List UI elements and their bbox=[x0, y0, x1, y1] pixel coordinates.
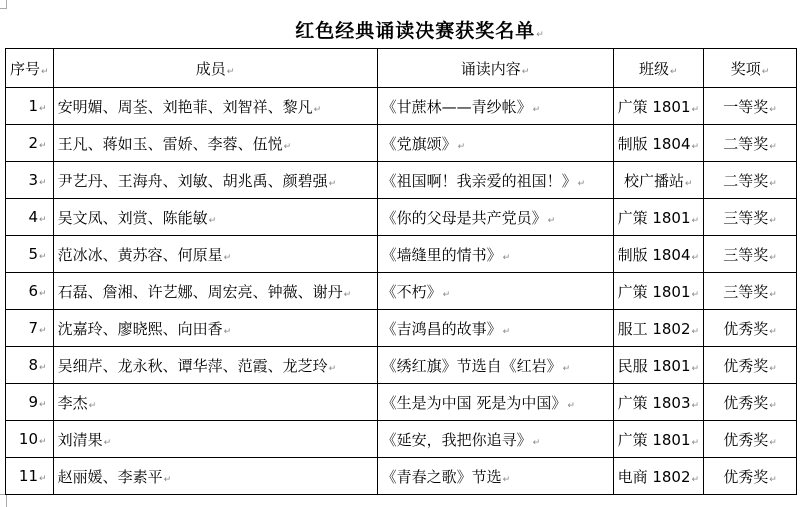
header-label: 班级 ↵ bbox=[639, 60, 678, 78]
cell-index bbox=[6, 236, 54, 273]
cell-class bbox=[613, 125, 704, 162]
cell-index-text: 5 ↵ bbox=[28, 245, 46, 263]
header-index bbox=[6, 49, 54, 88]
cell-class-text: 广策 1801 ↵ bbox=[618, 209, 700, 227]
cell-class-text: 制版 1804 ↵ bbox=[618, 135, 700, 153]
cell-members-text: 沈嘉玲、廖晓熙、向田香 ↵ bbox=[58, 320, 232, 338]
cell-index-text: 8 ↵ bbox=[28, 356, 46, 374]
cell-class bbox=[613, 310, 704, 347]
cell-index bbox=[6, 199, 54, 236]
cell-members bbox=[53, 421, 377, 458]
cell-award-text: 三等奖 ↵ bbox=[723, 246, 777, 264]
cell-content bbox=[377, 236, 613, 273]
cell-content-text: 《吉鸿昌的故事》 ↵ bbox=[382, 320, 511, 338]
cell-award-text: 三等奖 ↵ bbox=[723, 209, 777, 227]
cell-content-text: 《墙缝里的情书》 ↵ bbox=[382, 246, 511, 264]
cell-members bbox=[53, 162, 377, 199]
cell-content bbox=[377, 125, 613, 162]
cell-class bbox=[613, 162, 704, 199]
table-header-row bbox=[6, 49, 797, 88]
table-row bbox=[6, 88, 797, 125]
cell-content-text: 《青春之歌》节选 ↵ bbox=[382, 468, 511, 486]
cell-class-text: 民服 1801 ↵ bbox=[618, 357, 700, 375]
document-title bbox=[0, 16, 800, 43]
cell-class-text: 广策 1803 ↵ bbox=[618, 394, 700, 412]
table-row bbox=[6, 421, 797, 458]
cell-index bbox=[6, 458, 54, 495]
cell-award bbox=[704, 458, 797, 495]
header-members bbox=[53, 49, 377, 88]
cell-index-text: 10 ↵ bbox=[19, 430, 47, 448]
cell-content-text: 《绣红旗》节选自《红岩》 ↵ bbox=[382, 357, 571, 375]
cell-members-text: 吴文凤、刘赏、陈能敏 ↵ bbox=[58, 209, 217, 227]
cell-members bbox=[53, 125, 377, 162]
cell-class-text: 广策 1801 ↵ bbox=[618, 283, 700, 301]
cell-award bbox=[704, 162, 797, 199]
cell-index bbox=[6, 384, 54, 421]
header-label: 成员 ↵ bbox=[196, 60, 235, 78]
cell-content-text: 《不朽》 ↵ bbox=[382, 283, 451, 301]
cell-index bbox=[6, 273, 54, 310]
cell-class bbox=[613, 273, 704, 310]
cell-index-text: 1 ↵ bbox=[28, 97, 46, 115]
cell-class bbox=[613, 236, 704, 273]
page-corner-mark bbox=[0, 0, 7, 9]
cell-award bbox=[704, 88, 797, 125]
cell-class bbox=[613, 384, 704, 421]
cell-index bbox=[6, 125, 54, 162]
table-row bbox=[6, 125, 797, 162]
cell-class bbox=[613, 199, 704, 236]
header-label: 序号 ↵ bbox=[10, 60, 49, 78]
cell-award bbox=[704, 347, 797, 384]
cell-content bbox=[377, 162, 613, 199]
cell-award bbox=[704, 310, 797, 347]
table-row bbox=[6, 273, 797, 310]
cell-award-text: 优秀奖 ↵ bbox=[723, 431, 777, 449]
cell-members bbox=[53, 236, 377, 273]
header-label: 诵读内容 ↵ bbox=[461, 60, 530, 78]
cell-award-text: 三等奖 ↵ bbox=[723, 283, 777, 301]
cell-index-text: 2 ↵ bbox=[28, 134, 46, 152]
cell-content-text: 《生是为中国 死是为中国》 ↵ bbox=[382, 394, 575, 412]
cell-award-text: 优秀奖 ↵ bbox=[723, 320, 777, 338]
table-row bbox=[6, 199, 797, 236]
title-text: 红色经典诵读决赛获奖名单 ↵ bbox=[295, 20, 545, 42]
cell-class bbox=[613, 88, 704, 125]
cell-award bbox=[704, 236, 797, 273]
cell-index-text: 9 ↵ bbox=[28, 393, 46, 411]
cell-content bbox=[377, 458, 613, 495]
cell-class bbox=[613, 458, 704, 495]
cell-class-text: 广策 1801 ↵ bbox=[618, 431, 700, 449]
cell-index bbox=[6, 88, 54, 125]
header-label: 奖项 ↵ bbox=[731, 60, 770, 78]
cell-index bbox=[6, 162, 54, 199]
cell-content-text: 《你的父母是共产党员》 ↵ bbox=[382, 209, 556, 227]
cell-award-text: 二等奖 ↵ bbox=[723, 172, 777, 190]
table-row bbox=[6, 458, 797, 495]
cell-index bbox=[6, 421, 54, 458]
cell-content bbox=[377, 384, 613, 421]
cell-class-text: 服工 1802 ↵ bbox=[618, 320, 700, 338]
cell-index-text: 11 ↵ bbox=[19, 467, 47, 485]
cell-class-text: 校广播站 ↵ bbox=[624, 172, 693, 190]
cell-award-text: 优秀奖 ↵ bbox=[723, 468, 777, 486]
cell-members-text: 石磊、詹湘、许艺娜、周宏亮、钟薇、谢丹 ↵ bbox=[58, 283, 352, 301]
cell-content bbox=[377, 421, 613, 458]
table-row bbox=[6, 162, 797, 199]
cell-members bbox=[53, 310, 377, 347]
cell-content bbox=[377, 347, 613, 384]
cell-award bbox=[704, 273, 797, 310]
award-table bbox=[5, 48, 797, 495]
cell-class-text: 广策 1801 ↵ bbox=[618, 98, 700, 116]
cell-content-text: 《党旗颂》 ↵ bbox=[382, 135, 466, 153]
table-row bbox=[6, 310, 797, 347]
cell-index-text: 6 ↵ bbox=[28, 282, 46, 300]
cell-members-text: 赵丽媛、李素平 ↵ bbox=[58, 468, 172, 486]
table-row bbox=[6, 384, 797, 421]
cell-class bbox=[613, 421, 704, 458]
cell-members-text: 王凡、蒋如玉、雷娇、李蓉、伍悦 ↵ bbox=[58, 135, 292, 153]
cell-content bbox=[377, 199, 613, 236]
cell-members-text: 尹艺丹、王海舟、刘敏、胡兆禹、颜碧强 ↵ bbox=[58, 172, 337, 190]
cell-award bbox=[704, 421, 797, 458]
cell-index-text: 7 ↵ bbox=[28, 319, 46, 337]
cell-award bbox=[704, 199, 797, 236]
cell-members-text: 李杰 ↵ bbox=[58, 394, 97, 412]
cell-members-text: 范冰冰、黄苏容、何原星 ↵ bbox=[58, 246, 232, 264]
cell-class bbox=[613, 347, 704, 384]
cell-award-text: 优秀奖 ↵ bbox=[723, 357, 777, 375]
cell-class-text: 电商 1802 ↵ bbox=[618, 468, 700, 486]
cell-members bbox=[53, 347, 377, 384]
header-award bbox=[704, 49, 797, 88]
cell-class-text: 制版 1804 ↵ bbox=[618, 246, 700, 264]
cell-members-text: 吴细芹、龙永秋、谭华萍、范霞、龙芝玲 ↵ bbox=[58, 357, 337, 375]
cell-award-text: 一等奖 ↵ bbox=[723, 98, 777, 116]
cell-content-text: 《延安，我把你追寻》 ↵ bbox=[382, 431, 541, 449]
cell-members bbox=[53, 458, 377, 495]
cell-content bbox=[377, 310, 613, 347]
cell-members bbox=[53, 199, 377, 236]
cell-members-text: 刘清果 ↵ bbox=[58, 431, 112, 449]
cell-members bbox=[53, 384, 377, 421]
header-class bbox=[613, 49, 704, 88]
cell-award-text: 优秀奖 ↵ bbox=[723, 394, 777, 412]
header-content bbox=[377, 49, 613, 88]
cell-index bbox=[6, 310, 54, 347]
table-row bbox=[6, 236, 797, 273]
cell-award bbox=[704, 384, 797, 421]
cell-content-text: 《祖国啊！我亲爱的祖国！》 ↵ bbox=[382, 172, 586, 190]
cell-award bbox=[704, 125, 797, 162]
cell-members bbox=[53, 273, 377, 310]
cell-content bbox=[377, 88, 613, 125]
cell-content bbox=[377, 273, 613, 310]
cell-index-text: 3 ↵ bbox=[28, 171, 46, 189]
cell-award-text: 二等奖 ↵ bbox=[723, 135, 777, 153]
cell-index-text: 4 ↵ bbox=[28, 208, 46, 226]
cell-members bbox=[53, 88, 377, 125]
cell-members-text: 安明媚、周荃、刘艳菲、刘智祥、黎凡 ↵ bbox=[58, 98, 322, 116]
cell-index bbox=[6, 347, 54, 384]
page-corner-mark bbox=[0, 494, 7, 507]
table-row bbox=[6, 347, 797, 384]
cell-content-text: 《甘蔗林——青纱帐》 ↵ bbox=[382, 98, 541, 116]
